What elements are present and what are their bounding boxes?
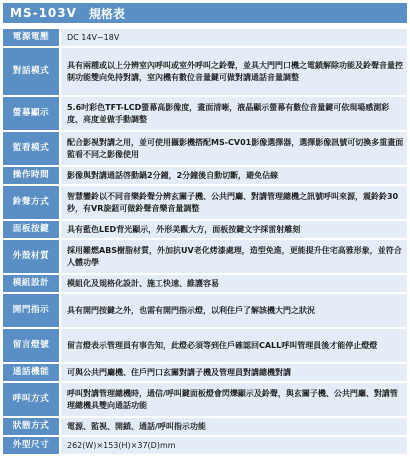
row-value-call-mode: 呼叫對講管理總機時，通信/呼叫鍵面板燈會閃爍顯示及鈴聲，與玄關子機、公共門廳、對講管理總機具雙向通話功能 xyxy=(59,383,407,416)
row-value-monitor: 配合影視對講之用，並可使用攝影機搭配MS-CV01影像選擇器，選擇影像訊號可切換多重畫面監看不同之影像使用 xyxy=(59,132,407,165)
row-label-dimensions: 外型尺寸 xyxy=(3,437,59,454)
spec-table xyxy=(3,27,407,456)
table-row xyxy=(3,221,407,238)
table-row xyxy=(3,167,407,184)
row-value-door-indicator: 具有開門按鍵之外，也需有開門指示燈，以利住戶了解該機大門之狀況 xyxy=(59,294,407,327)
model-number: MS-103V xyxy=(10,6,77,20)
row-value-operation-time: 影像與對講通話啓動鍋2分鐘，2分鐘後自動切斷，避免佔線 xyxy=(59,167,407,184)
table-row xyxy=(3,329,407,362)
table-row xyxy=(3,294,407,327)
row-label-message-light: 留言燈號 xyxy=(3,329,59,362)
row-value-talk-mode: 具有兩種或以上分辨室內呼叫或室外呼叫之鈴聲，並具大門門口機之電鎖解除功能及鈴聲音量控制功能雙向免持對講，室內機有數位音量鍵可做對講通話音量調整 xyxy=(59,48,407,95)
table-row xyxy=(3,275,407,292)
row-value-dimensions: 262(W)×153(H)×37(D)mm xyxy=(59,437,407,454)
row-label-monitor: 監看模式 xyxy=(3,132,59,165)
row-value-ring-mode: 智慧鑾鈴以不同音樂鈴聲分辨玄關子機、公共門廳、對講管理總機之訊號呼叫來源，震鈴鈴30秒，有VR旋鈕可做鈴聲音樂音量調整 xyxy=(59,186,407,219)
table-row xyxy=(3,97,407,130)
row-value-call-function: 可與公共門廳機、住戶門口玄關對講子機及管理員對講總機對講 xyxy=(59,364,407,381)
spec-header xyxy=(3,3,407,23)
row-label-talk-mode: 對話模式 xyxy=(3,48,59,95)
row-value-power: DC 14V~18V xyxy=(59,29,407,46)
row-label-ring-mode: 鈴聲方式 xyxy=(3,186,59,219)
table-row xyxy=(3,437,407,454)
row-label-screen: 螢幕顯示 xyxy=(3,97,59,130)
row-value-screen: 5.6吋彩色TFT-LCD螢幕高影像度，畫面清晰，液晶顯示螢幕有數位音量鍵可依現場感測彩度、亮度並做手動調整 xyxy=(59,97,407,130)
row-label-door-indicator: 開門指示 xyxy=(3,294,59,327)
row-value-status: 電源、監視、開鎖、通話/呼叫指示功能 xyxy=(59,418,407,435)
row-value-message-light: 留言燈表示管理員有事告知，此燈必須等到住戶確認回CALL呼叫管理員後才能停止燈燈 xyxy=(59,329,407,362)
table-row xyxy=(3,364,407,381)
row-value-panel-keys: 具有藍色LED背光顯示，外形美觀大方，面板按鍵文字採雷射雕刻 xyxy=(59,221,407,238)
row-value-module: 模組化及規格化設計、施工快速、維護容易 xyxy=(59,275,407,292)
table-row xyxy=(3,186,407,219)
row-label-power: 電源電壓 xyxy=(3,29,59,46)
spec-title: 規格表 xyxy=(88,6,125,21)
table-row xyxy=(3,383,407,416)
table-row xyxy=(3,132,407,165)
table-row xyxy=(3,48,407,95)
row-label-call-function: 通話機能 xyxy=(3,364,59,381)
row-label-panel-keys: 面板按鍵 xyxy=(3,221,59,238)
row-label-status: 狀態方式 xyxy=(3,418,59,435)
row-label-module: 模組設計 xyxy=(3,275,59,292)
row-value-housing: 採用難燃ABS樹脂材質，外加抗UV老化烤漆處理，造型免進，更能提升住宅高雅形象，並符合人體功學 xyxy=(59,240,407,273)
row-label-housing: 外殼材質 xyxy=(3,240,59,273)
row-label-operation-time: 操作時間 xyxy=(3,167,59,184)
row-label-call-mode: 呼叫方式 xyxy=(3,383,59,416)
table-row xyxy=(3,29,407,46)
table-row xyxy=(3,240,407,273)
table-row xyxy=(3,418,407,435)
